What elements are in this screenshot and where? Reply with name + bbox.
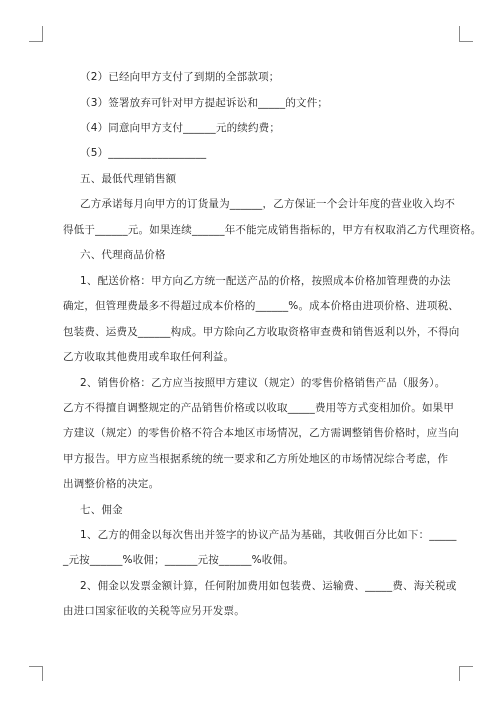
paragraph-line: 乙方不得擅自调整规定的产品销售价格或以收取_____费用等方式变相加价。如果甲 [63,402,455,414]
clause-item-2: （2）已经向甲方支付了到期的全部款项； [80,71,280,83]
paragraph-line: 由进口国家征收的关税等应另开发票。 [63,605,245,617]
clause-item-4: （4）同意向甲方支付______元的续约费； [80,122,281,134]
paragraph-line: _元按______%收佣；______元按______%收佣。 [63,554,294,566]
paragraph-line: 甲方报告。甲方应当根据系统的统一要求和乙方所处地区的市场情况综合考虑，作 [63,453,449,465]
paragraph-line: 乙方承诺每月向甲方的订货量为______，乙方保证一个会计年度的营业收入均不 [80,198,456,210]
clause-item-3: （3）签署放弃可针对甲方提起诉讼和_____的文件； [80,97,329,109]
paragraph-line: 2、销售价格：乙方应当按照甲方建议（规定）的零售价格销售产品（服务）。 [80,377,446,389]
paragraph-line: 1、配送价格：甲方向乙方统一配送产品的价格，按照成本价格加管理费的办法 [80,275,451,287]
paragraph-line: 方建议（规定）的零售价格不符合本地区市场情况，乙方需调整销售价格时，应当向 [63,427,459,439]
section-heading-5: 五、最低代理销售额 [80,173,177,185]
paragraph-line: 得低于______元。如果连续______年不能完成销售指标的，甲方有权取消乙方代理资格。 [63,224,482,236]
paragraph-line: 1、乙方的佣金以每次售出并签字的协议产品为基础，其收佣百分比如下：_____ [80,529,457,541]
clause-item-5: （5）__________________ [80,147,207,159]
paragraph-line: 乙方收取其他费用或牟取任何利益。 [63,351,235,363]
paragraph-line: 包装费、运费及______构成。甲方除向乙方收取资格审查费和销售返利以外，不得向 [63,326,460,338]
section-heading-7: 七、佣金 [80,504,123,516]
paragraph-line: 出调整价格的决定。 [63,478,160,490]
paragraph-line: 2、佣金以发票金额计算，任何附加费用如包装费、运输费、_____费、海关税或 [80,580,457,592]
section-heading-6: 六、代理商品价格 [80,249,166,261]
paragraph-line: 确定，但管理费最多不得超过成本价格的______%。成本价格由进项价格、进项税、 [63,300,459,312]
